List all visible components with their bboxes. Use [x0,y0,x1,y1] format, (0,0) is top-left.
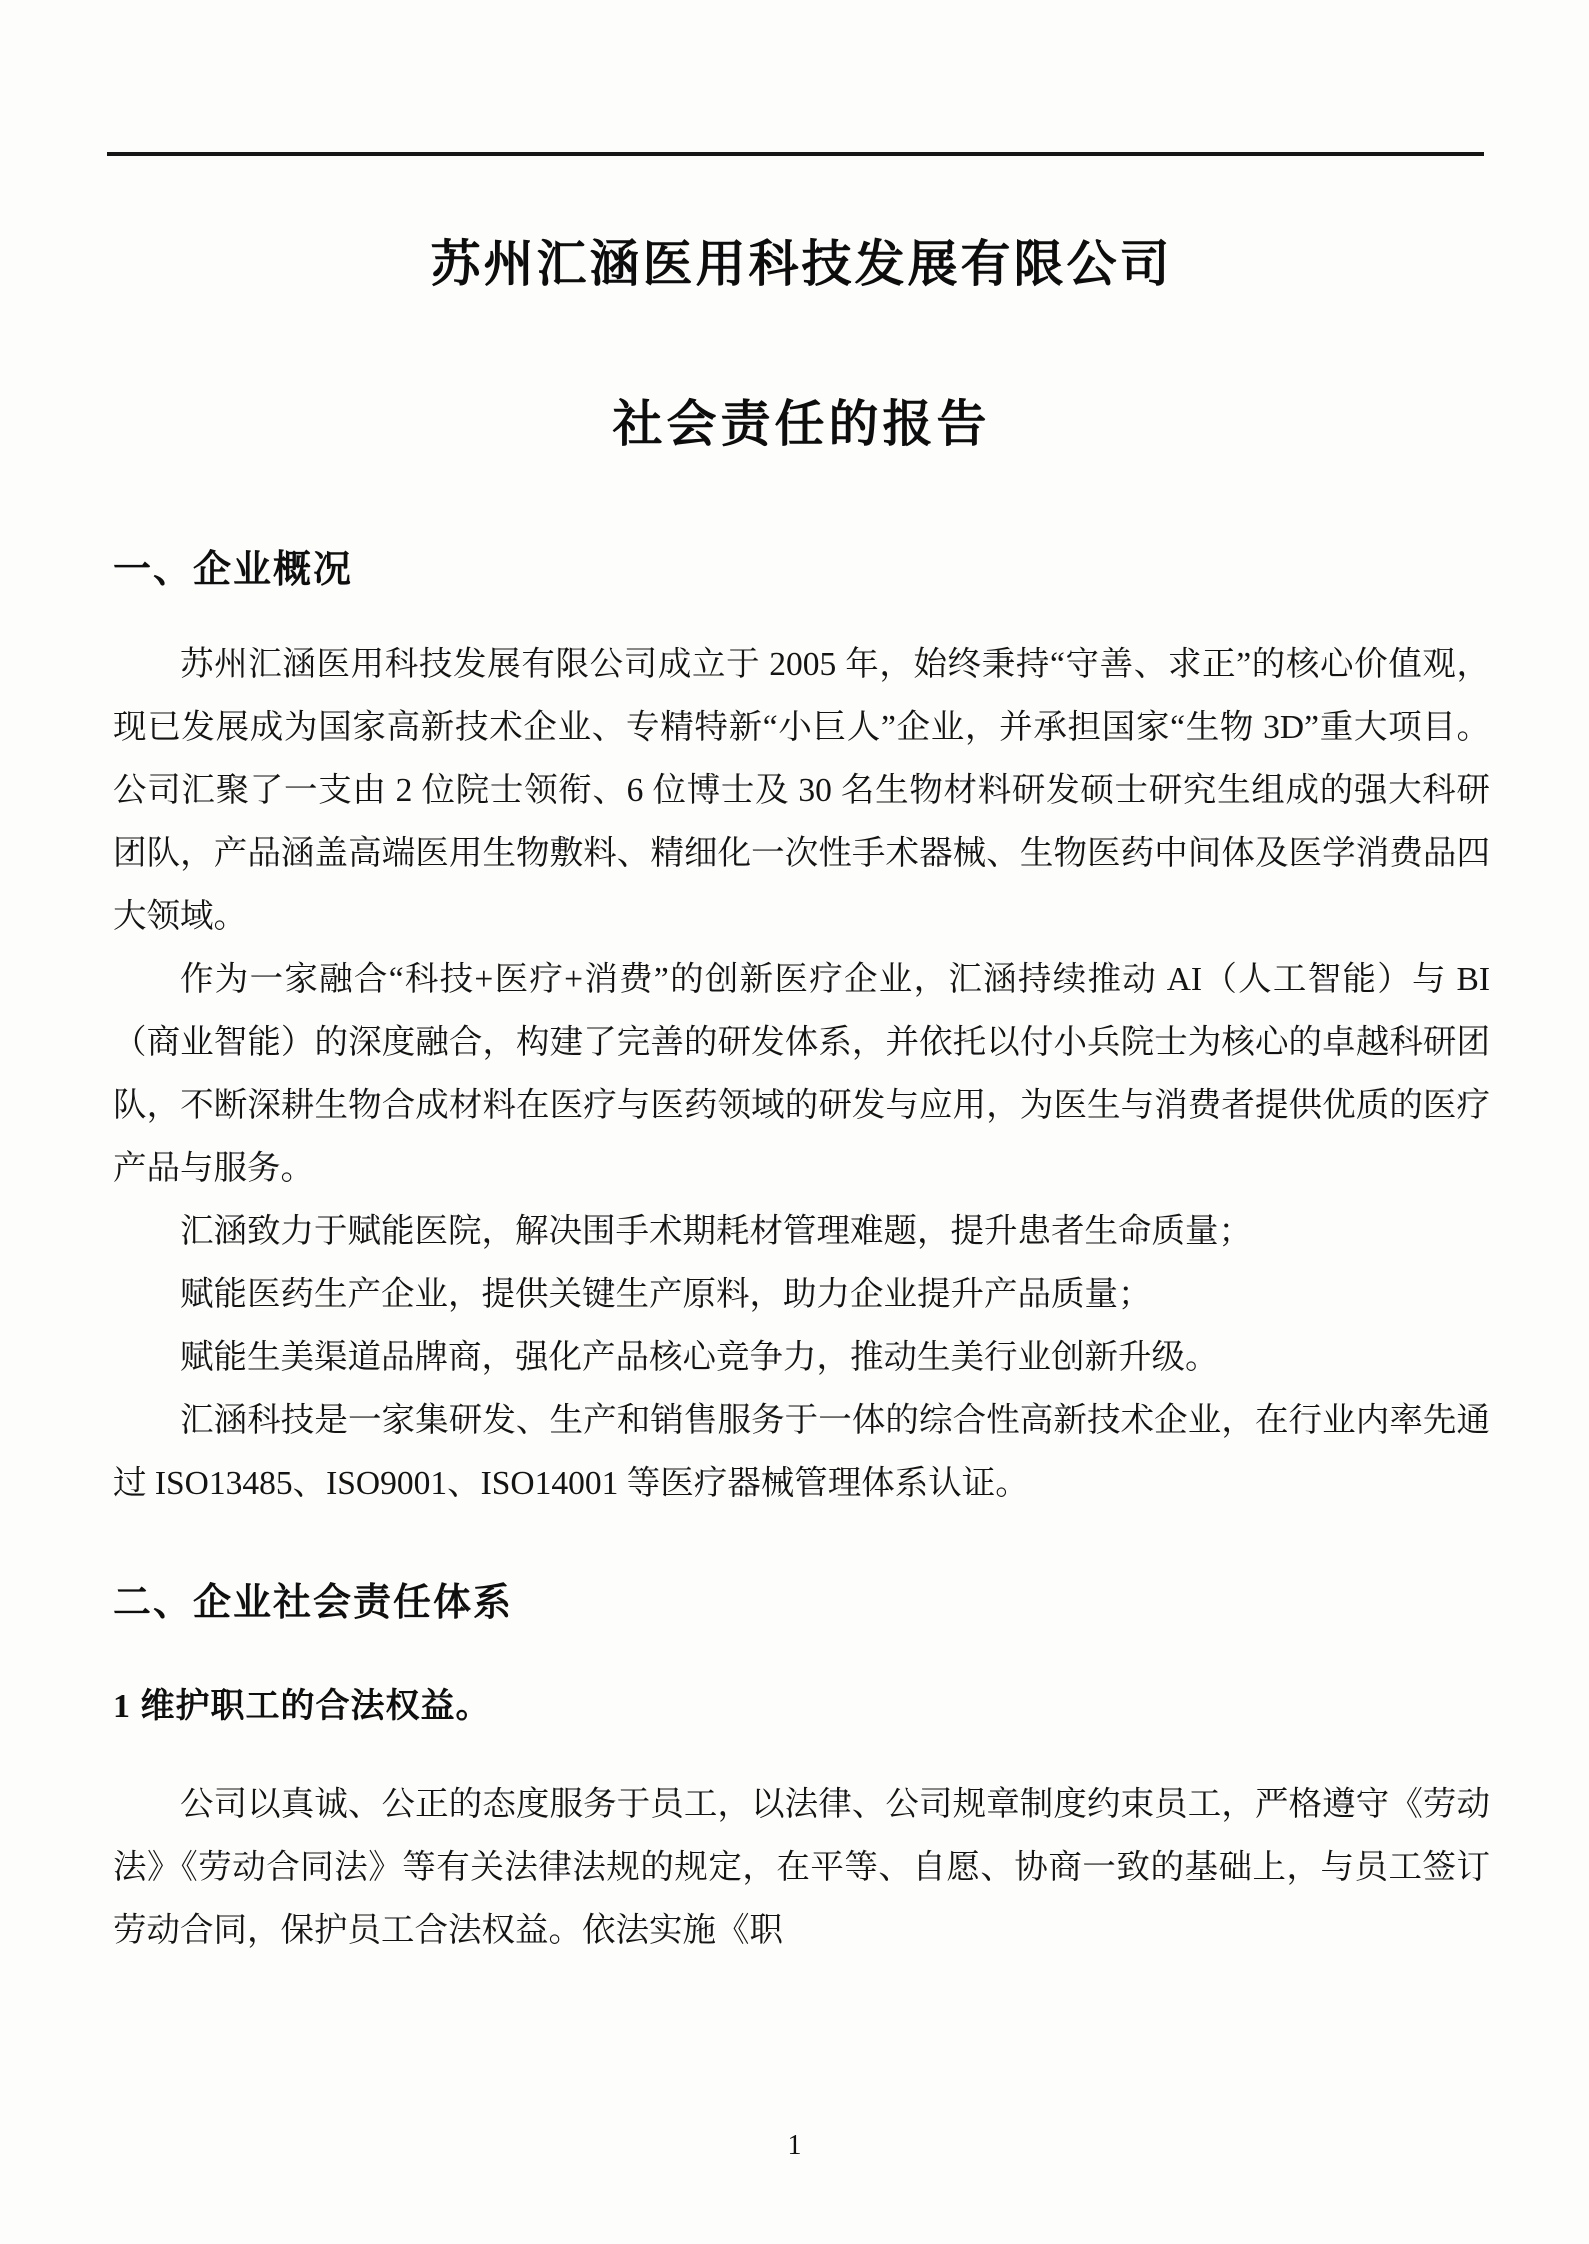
subsection-1-heading: 1 维护职工的合法权益。 [113,1688,491,1725]
paragraph-empower-beauty: 赋能生美渠道品牌商，强化产品核心竞争力，推动生美行业创新升级。 [180,1339,1219,1376]
header-rule [107,152,1484,156]
section-1-heading: 一、企业概况 [113,549,354,591]
section-2-body [113,1773,1490,1962]
section-1-body [113,633,1490,1515]
paragraph-employee-rights: 公司以真诚、公正的态度服务于员工，以法律、公司规章制度约束员工，严格遵守《劳动法》《劳动合同法》等有关法律法规的规定，在平等、自愿、协商一致的基础上，与员工签订劳动合同，保护员工合法权益。依法实施《职 [113,1786,1490,1949]
paragraph-certifications: 汇涵科技是一家集研发、生产和销售服务于一体的综合性高新技术企业，在行业内率先通过 ISO13485、ISO9001、ISO14001 等医疗器械管理体系认证。 [113,1402,1490,1502]
paragraph-empower-hospitals: 汇涵致力于赋能医院，解决围手术期耗材管理难题，提升患者生命质量； [180,1213,1252,1250]
page-number: 1 [787,2130,802,2161]
paragraph-innovation: 作为一家融合“科技+医疗+消费”的创新医疗企业，汇涵持续推动 AI（人工智能）与 BI（商业智能）的深度融合，构建了完善的研发体系，并依托以付小兵院士为核心的卓越科研团队，不断深耕生物合成材料在医疗与医药领域的研发与应用，为医生与消费者提供优质的医疗产品与服务。 [113,961,1490,1187]
document-title: 苏州汇涵医用科技发展有限公司 [430,236,1173,292]
document-subtitle: 社会责任的报告 [612,396,991,452]
paragraph-empower-pharma: 赋能医药生产企业，提供关键生产原料，助力企业提升产品质量； [180,1276,1152,1313]
paragraph-company-intro: 苏州汇涵医用科技发展有限公司成立于 2005 年，始终秉持“守善、求正”的核心价值观，现已发展成为国家高新技术企业、专精特新“小巨人”企业，并承担国家“生物 3D”重大项目。公司汇聚了一支由 2 位院士领衔、6 位博士及 30 名生物材料研发硕士研究生组成的强大科研团队，产品涵盖高端医用生物敷料、精细化一次性手术器械、生物医药中间体及医学消费品四大领域。 [113,646,1490,935]
section-2-heading: 二、企业社会责任体系 [113,1582,514,1624]
